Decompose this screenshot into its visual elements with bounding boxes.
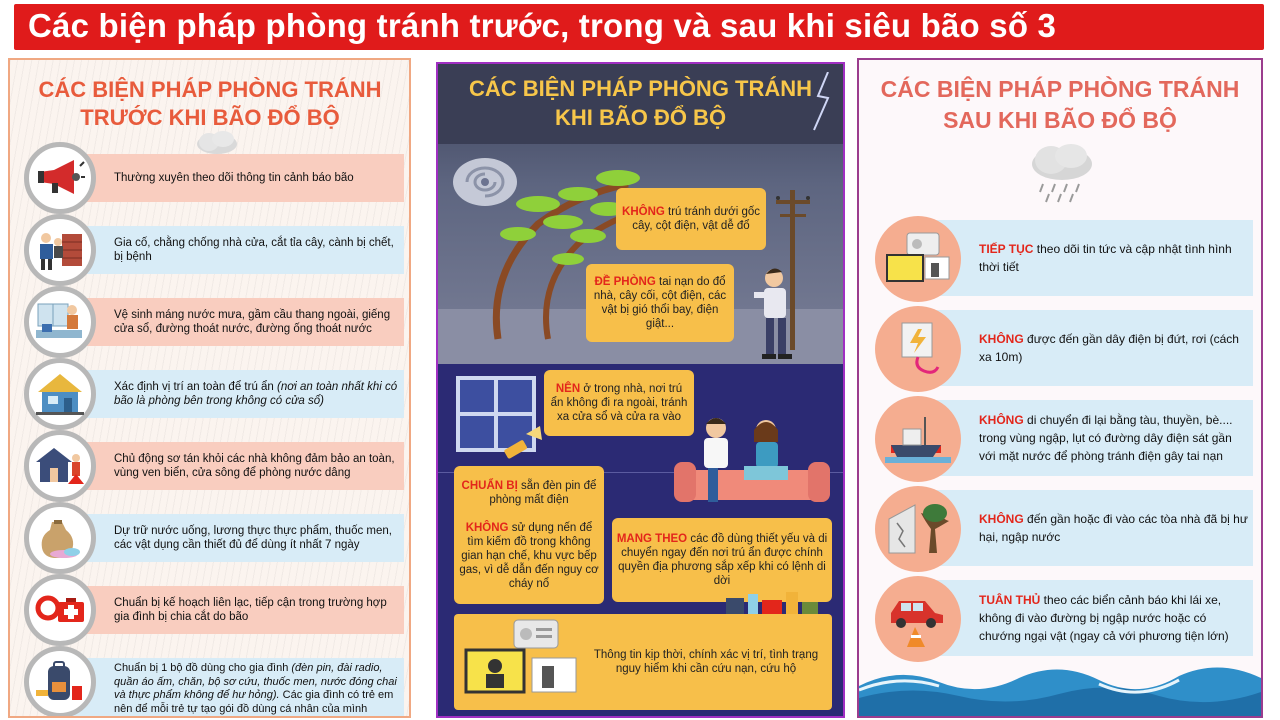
- workers-icon: [24, 214, 96, 286]
- cleaning-icon: [24, 286, 96, 358]
- flashlight-icon: [500, 426, 544, 466]
- before-item-6-text: Dự trữ nước uống, lương thực thực phẩm, thuốc men, các vật dụng cần thiết đủ để dùng ít nhất 7 ngày: [114, 525, 392, 551]
- supplies-icon: [24, 502, 96, 574]
- list-item: [24, 222, 402, 278]
- rain-cloud-icon: [1027, 142, 1097, 204]
- panel-during-title-line1: CÁC BIỆN PHÁP PHÒNG TRÁNH: [468, 76, 813, 101]
- during-box-beware: ĐỀ PHÒNG tai nạn do đổ nhà, cây cối, cột điện, các vật bị gió thổi bay, điện giật...: [586, 264, 734, 342]
- list-item: [24, 366, 402, 422]
- before-item-7-text: Chuẩn bị kế hoạch liên lạc, tiếp cận trong trường hợp gia đình bị chia cắt do bão: [114, 597, 387, 623]
- during-box-no-shelter: KHÔNG trú tránh dưới gốc cây, cột điện, vật dễ đổ: [616, 188, 766, 250]
- before-item-8-text: Chuẩn bị 1 bộ đồ dùng cho gia đình (đèn pin, đài radio, quần áo ấm, chăn, bộ sơ cứu, thuốc men, nước đóng chai và thực phẩm không để hư hỏng). Các gia đình có trẻ em nên để mỗi trẻ tự tạo gói đồ dùng cá nhân của mình: [114, 662, 397, 715]
- list-item: [24, 438, 402, 494]
- evacuation-icon: [24, 430, 96, 502]
- man-in-wind-icon: [740, 264, 812, 364]
- list-item: [875, 486, 1253, 570]
- house-icon: [24, 358, 96, 430]
- panel-before-title-line1: CÁC BIỆN PHÁP PHÒNG TRÁNH: [38, 77, 382, 102]
- during-box-stay-inside: NÊN ở trong nhà, nơi trú ẩn không đi ra ngoài, tránh xa cửa sổ và cửa ra vào: [544, 370, 694, 436]
- flood-waves-icon: [859, 656, 1261, 718]
- before-item-2-text: Gia cố, chằng chống nhà cửa, cắt tỉa cây, cành bị chết, bị bệnh: [114, 237, 394, 263]
- damaged-building-icon: [875, 486, 961, 572]
- couple-on-sofa-icon: [674, 412, 830, 512]
- list-item: [875, 216, 1253, 300]
- title-banner: [14, 4, 1264, 50]
- before-item-4-text: Xác định vị trí an toàn để trú ẩn (nơi an toàn nhất khi có bão là phòng bên trong không có cửa sổ): [114, 381, 398, 407]
- before-item-8-note: (đèn pin, đài radio, quần áo ấm, chăn, bộ sơ cứu, thuốc men, nước đóng chai và thực phẩm không để hư hỏng).: [114, 662, 397, 701]
- panel-after-title: [859, 74, 1261, 136]
- panel-during-title-line2: KHI BÃO ĐỔ BỘ: [554, 105, 727, 130]
- lightning-icon: [808, 72, 842, 132]
- list-item: [875, 396, 1253, 480]
- panel-after-title-line1: CÁC BIỆN PHÁP PHÒNG TRÁNH: [880, 76, 1240, 102]
- after-item-4-text: KHÔNG đến gần hoặc đi vào các tòa nhà đã bị hư hại, ngập nước: [979, 512, 1248, 544]
- before-item-5-text: Chủ động sơ tán khỏi các nhà không đảm bảo an toàn, vùng ven biển, cửa sông để phòng nước dâng: [114, 453, 395, 479]
- list-item: [24, 150, 402, 206]
- panel-before-title: [10, 76, 410, 132]
- panel-before-storm: [8, 58, 411, 718]
- after-item-3-text: KHÔNG di chuyển đi lại bằng tàu, thuyền, bè.... trong vùng ngập, lụt có đường dây điện sát gần với mặt nước để phòng tránh điện gây tai nạn: [979, 413, 1233, 463]
- list-item: [875, 306, 1253, 390]
- backpack-icon: [24, 646, 96, 718]
- panel-during-storm: [436, 62, 845, 718]
- tv-radio-icon: [875, 216, 961, 302]
- first-aid-icon: [24, 574, 96, 646]
- banner-title: Các biện pháp phòng tránh trước, trong và sau khi siêu bão số 3: [28, 7, 1057, 44]
- before-item-1-text: Thường xuyên theo dõi thông tin cảnh báo bão: [114, 172, 354, 184]
- before-item-3-text: Vệ sinh máng nước mưa, gầm cầu thang ngoài, giếng cửa sổ, đường thoát nước, đường ống thoát nước: [114, 309, 391, 335]
- panel-after-title-line2: SAU KHI BÃO ĐỔ BỘ: [943, 107, 1177, 133]
- list-item: [24, 294, 402, 350]
- after-item-5-text: TUÂN THỦ theo các biển cảnh báo khi lái xe, không đi vào đường bị ngập nước hoặc có chướng ngại vật (ngay cả với phương tiện lớn): [979, 593, 1229, 643]
- panel-after-storm: [857, 58, 1263, 718]
- during-box-bring: MANG THEO các đồ dùng thiết yếu và di chuyển ngay đến nơi trú ẩn được chính quyền địa phương sắp xếp khi có lệnh di dời: [612, 518, 832, 602]
- list-item: [24, 582, 402, 638]
- tv-radio-icon: [462, 618, 582, 704]
- boat-icon: [875, 396, 961, 482]
- before-item-8-text2: Các gia đình có trẻ em nên để mỗi trẻ tự tạo gói đồ dùng cá nhân của mình: [114, 689, 394, 715]
- electric-box-icon: [875, 306, 961, 392]
- during-box-inform: Thông tin kịp thời, chính xác vị trí, tình trạng nguy hiểm khi cần cứu nạn, cứu hộ: [454, 614, 832, 710]
- after-item-2-text: KHÔNG được đến gần dây điện bị đứt, rơi (cách xa 10m): [979, 332, 1239, 364]
- megaphone-icon: [24, 142, 96, 214]
- car-cone-icon: [875, 576, 961, 662]
- list-item: [24, 510, 402, 566]
- before-item-4-note: (nơi an toàn nhất khi có bão là phòng bên trong không có cửa sổ): [114, 381, 398, 407]
- list-item: [875, 576, 1253, 660]
- panel-during-title: [438, 74, 843, 132]
- panel-before-title-line2: TRƯỚC KHI BÃO ĐỔ BỘ: [80, 105, 340, 130]
- during-box-flashlight: CHUẨN BỊ sẵn đèn pin để phòng mất điện KHÔNG sử dụng nến để tìm kiếm đồ trong không gian hạn chế, khu vực bếp gas, vì dễ dẫn đến nguy cơ cháy nổ: [454, 466, 604, 604]
- list-item: [24, 654, 402, 716]
- after-item-1-text: TIẾP TỤC theo dõi tin tức và cập nhật tình hình thời tiết: [979, 242, 1232, 274]
